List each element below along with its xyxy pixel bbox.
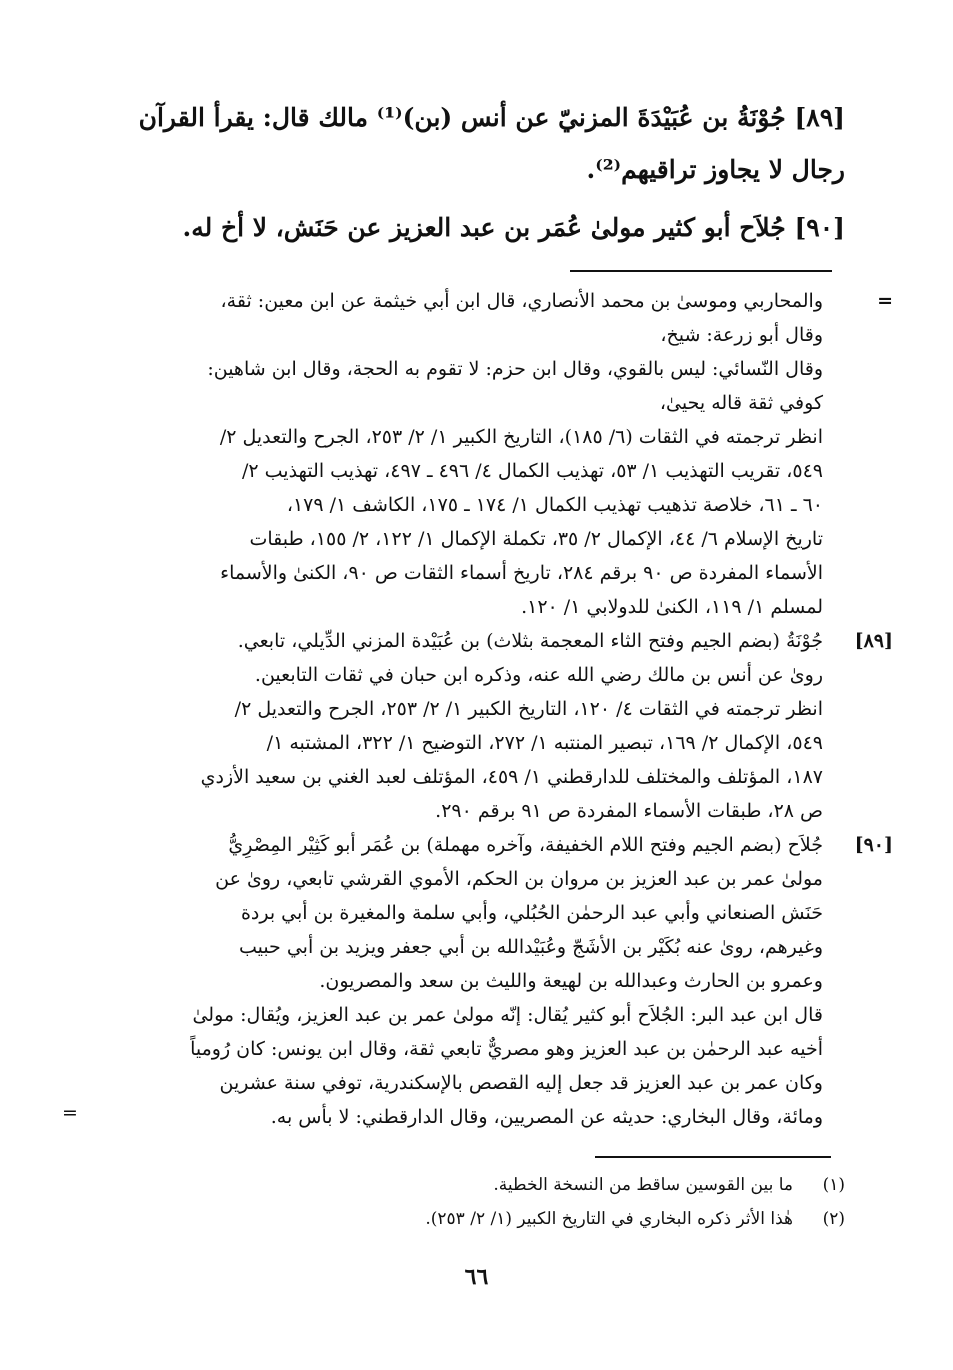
- note-line: وقال أبو زرعة: شيخ،: [660, 324, 823, 346]
- note-line: ص ٢٨، طبقات الأسماء المفردة ص ٩١ برقم ٢٩٠.: [435, 800, 823, 822]
- note-89-marker: [٨٩]: [854, 630, 893, 652]
- note-line: انظر ترجمته في الثقات (٦/ ١٨٥)، التاريخ الكبير ١/ ٢/ ٢٥٣، الجرح والتعديل ٢/: [219, 426, 823, 448]
- note-line: الأسماء المفردة ص ٩٠ برقم ٢٨٤، تاريخ أسماء الثقات ص ٩٠، الكنىٰ والأسماء: [220, 562, 823, 584]
- page-number: ٦٦: [464, 1264, 489, 1290]
- note-line: ٥٤٩، تقريب التهذيب ١/ ٥٣، تهذيب الكمال ٤/ ٤٩٦ ـ ٤٩٧، تهذيب التهذيب ٢/: [241, 460, 823, 482]
- footnote-1-text: ما بين القوسين ساقط من النسخة الخطية.: [493, 1175, 793, 1195]
- footnotes-divider: [595, 1156, 831, 1158]
- note-line: أخيه عبد الرحمٰن بن عبد العزيز وهو مصريٌّ تابعي ثقة، وقال ابن يونس: كان رُومياً: [190, 1038, 823, 1060]
- note-line: حَنَش الصنعاني وأبي عبد الرحمٰن الحُبُلي، وأبي سلمة والمغيرة بن أبي بردة: [240, 902, 823, 924]
- entry-90-number: [٩٠]: [794, 213, 845, 242]
- note-90-marker: [٩٠]: [854, 834, 893, 856]
- note-line: وكان عمر بن عبد العزيز قد جعل إليه القصص بالإسكندرية، توفي سنة عشرين: [219, 1072, 823, 1094]
- footnotes: [80, 1168, 845, 1236]
- entry-89: [80, 92, 845, 196]
- entry-89-line-1: جُوْنَةُ بن عُبَيْدَةَ المزنيّ عن أنس (بن)⁽¹⁾ مالك قال: يقرأ القرآن: [138, 103, 786, 132]
- continues-marker: =: [62, 1102, 78, 1124]
- footnote-2-text: هٰذا الأثر ذكره البخاري في التاريخ الكبير (١/ ٢/ ٢٥٣).: [425, 1209, 793, 1229]
- note-line: والمحاربي وموسىٰ بن محمد الأنصاري، قال ابن أبي خيثمة عن ابن معين: ثقة،: [220, 290, 823, 312]
- note-line: وعمرو بن الحارث وعبدالله بن لهيعة والليث بن سعد والمصريون.: [319, 970, 823, 992]
- note-line: ومائة، وقال البخاري: حديثه عن المصريين، وقال الدارقطني: لا بأس به.: [270, 1106, 823, 1128]
- footnote-1-number: (١): [822, 1175, 845, 1195]
- note-line: ١٨٧، المؤتلف والمختلف للدارقطني ١/ ٤٥٩، المؤتلف لعبد الغني بن سعيد الأزدي: [200, 766, 823, 788]
- note-90: [80, 828, 893, 1134]
- entry-89-number: [٨٩]: [794, 103, 845, 132]
- entry-90-text: جُلاَح أبو كثير مولىٰ عُمَر بن عبد العزيز عن حَنَش، لا أخ له.: [182, 213, 786, 242]
- note-line: مولىٰ عمر بن عبد العزيز بن مروان بن الحكم، الأموي القرشي تابعي، روىٰ عن: [215, 868, 823, 890]
- note-line: ٥٤٩، الإكمال ٢/ ١٦٩، تبصير المنتبه ١/ ٢٧٢، التوضيح ١/ ٣٢٢، المشتبه ١/: [266, 732, 823, 754]
- continuation-marker: =: [877, 290, 893, 312]
- main-text: [80, 92, 845, 254]
- note-line: لمسلم ١/ ١١٩، الكنىٰ للدولابي ١/ ١٢٠.: [521, 596, 823, 618]
- note-continuation: [80, 284, 893, 624]
- entry-90: [80, 202, 845, 254]
- note-line: روىٰ عن أنس بن مالك رضي الله عنه، وذكره ابن حبان في ثقات التابعين.: [254, 664, 823, 686]
- note-line: جُوْنَةُ (بضم الجيم وفتح الثاء المعجمة بثلاث) بن عُبَيْدة المزني الدِّيلي، تابعي.: [237, 630, 823, 652]
- note-line: وغيرهم، روىٰ عنه بُكَيْر بن الأشَجّ وعُبَيْدالله بن أبي جعفر ويزيد بن أبي حبيب: [238, 936, 823, 958]
- footnote-2-number: (٢): [822, 1209, 845, 1229]
- commentary-notes: [80, 284, 893, 1134]
- footnote-2: [80, 1202, 845, 1236]
- notes-divider: [570, 270, 832, 272]
- note-89: [80, 624, 893, 828]
- note-line: انظر ترجمته في الثقات ٤/ ١٢٠، التاريخ الكبير ١/ ٢/ ٢٥٣، الجرح والتعديل ٢/: [234, 698, 823, 720]
- note-line: كوفي ثقة قاله يحيىٰ،: [659, 392, 823, 414]
- note-line: جُلاَح (بضم الجيم وفتح اللام الخفيفة، وآخره مهملة) بن عُمَر أبو كَثِيْر المِصْرِيُّ: [228, 834, 823, 856]
- entry-89-line-2: رجال لا يجاوز تراقيهم⁽²⁾.: [586, 155, 845, 184]
- note-line: ٦٠ ـ ٦١، خلاصة تذهيب تهذيب الكمال ١/ ١٧٤ ـ ١٧٥، الكاشف ١/ ١٧٩،: [286, 494, 823, 516]
- note-line: تاريخ الإسلام ٦/ ٤٤، الإكمال ٢/ ٣٥، تكملة الإكمال ١/ ١٢٢، ٢/ ١٥٥، طبقات: [249, 528, 823, 550]
- footnote-1: [80, 1168, 845, 1202]
- note-line: وقال النّسائي: ليس بالقوي، وقال ابن حزم: لا تقوم به الحجة، وقال ابن شاهين:: [207, 358, 823, 380]
- note-line: قال ابن عبد البر: الجُلاَح أبو كثير يُقال: إنّه مولىٰ عمر بن عبد العزيز، ويُقال: مولىٰ: [192, 1004, 823, 1026]
